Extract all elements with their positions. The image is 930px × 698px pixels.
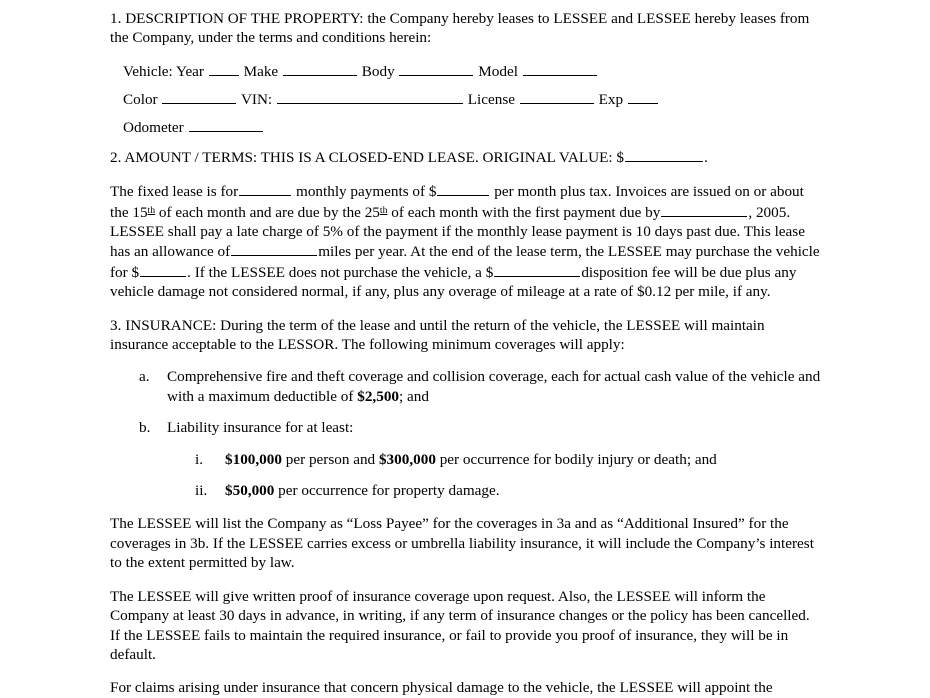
list-item-i [167, 450, 822, 469]
label-model: Model [478, 62, 518, 80]
insurance-paragraph-loss-payee: The LESSEE will list the Company as “Loss Payee” for the coverages in 3a and as “Additional Insured” for the coverages in 3b. If the LESSEE carries excess or umbrella liability insurance, it will include the Company’s interest to the extent permitted by law. [110, 515, 814, 572]
item-b-text-before: Liability insurance for at least: [167, 419, 354, 437]
s2-text-7: miles per year. At the end of the lease term, the LESSEE may purchase the vehicle for $ [110, 243, 820, 281]
insurance-coverage-list [110, 367, 820, 500]
vehicle-field-row-2 [123, 89, 820, 109]
list-marker-b: b. [139, 419, 151, 437]
alpha-list [110, 367, 820, 500]
s2-text-9: disposition fee will be due plus any vehicle damage not considered normal, if any, plus any overage of mileage at a rate of $0.12 per mile, if any. [110, 263, 797, 301]
label-vin: VIN: [240, 90, 273, 108]
ordinal-15th: th [147, 204, 156, 216]
item-a-text-after: ; and [399, 387, 429, 405]
input-vehicle-vin[interactable] [277, 89, 463, 104]
s2-text-4: of each month and are due by the 25 [155, 203, 380, 221]
label-license: License [467, 90, 515, 108]
input-vehicle-odometer[interactable] [189, 117, 263, 132]
input-monthly-payment[interactable] [437, 181, 489, 196]
label-exp: Exp [598, 90, 624, 108]
input-vehicle-make[interactable] [283, 61, 357, 76]
list-item-ii [167, 481, 822, 500]
item-a-text-before: Comprehensive fire and theft coverage and collision coverage, each for actual cash value of the vehicle and with a maximum deductible of [167, 368, 821, 405]
input-original-value[interactable] [625, 147, 703, 162]
input-vehicle-body[interactable] [399, 61, 473, 76]
input-vehicle-model[interactable] [523, 61, 597, 76]
vehicle-fields-block [110, 61, 820, 137]
s2-text-2: monthly payments of $ [296, 183, 437, 201]
list-marker-ii: ii. [195, 482, 208, 500]
section-2-heading-period: . [704, 148, 708, 166]
s2-text-3: per month plus tax. Invoices are issued on or about the 15 [110, 183, 804, 221]
item-i-amount-2: $300,000 [378, 450, 436, 468]
label-vehicle-year: Vehicle: Year [123, 62, 204, 80]
section-2-body [110, 181, 822, 301]
input-vehicle-exp[interactable] [628, 89, 658, 104]
input-disposition-fee[interactable] [494, 262, 580, 277]
ordinal-25th: th [379, 204, 388, 216]
input-number-of-payments[interactable] [239, 181, 291, 196]
section-2-heading [110, 147, 822, 167]
section-2-heading-text: 2. AMOUNT / TERMS: THIS IS A CLOSED-END LEASE. ORIGINAL VALUE: $ [110, 148, 625, 166]
input-first-payment-due-date[interactable] [661, 202, 747, 217]
list-marker-a: a. [139, 368, 150, 386]
s2-text-5: of each month with the first payment due by [387, 203, 661, 221]
list-item-b [110, 418, 822, 500]
roman-list [167, 450, 822, 501]
input-vehicle-year[interactable] [209, 61, 239, 76]
vehicle-field-row-1 [123, 61, 820, 81]
s2-text-8: . If the LESSEE does not purchase the vehicle, a $ [187, 263, 494, 281]
label-odometer: Odometer [123, 118, 184, 136]
input-purchase-price[interactable] [140, 262, 186, 277]
vehicle-field-row-3 [123, 117, 820, 137]
s2-text-6: , 2005. LESSEE shall pay a late charge of 5% of the payment if the monthly lease payment is 10 days past due. This lease has an allowance of [110, 203, 805, 261]
s2-text-1: The fixed lease is for [110, 183, 239, 201]
input-mileage-allowance[interactable] [231, 241, 317, 256]
item-i-mid: per person and [281, 450, 379, 468]
list-item-a [110, 367, 822, 406]
item-a-amount: $2,500 [357, 387, 399, 405]
item-i-tail: per occurrence for bodily injury or death; and [435, 450, 717, 468]
insurance-paragraph-claims: For claims arising under insurance that concern physical damage to the vehicle, the LESSEE will appoint the [110, 679, 773, 697]
section-1-description-lead: 1. DESCRIPTION OF THE PROPERTY: the Company hereby leases to LESSEE and LESSEE hereby leases from the Company, under the terms and conditions herein: [110, 10, 810, 47]
label-make: Make [243, 62, 279, 80]
item-ii-tail: per occurrence for property damage. [274, 482, 500, 500]
item-i-amount-1: $100,000 [225, 450, 282, 468]
section-3-insurance-lead: 3. INSURANCE: During the term of the lease and until the return of the vehicle, the LESSEE will maintain insurance acceptable to the LESSOR. The following minimum coverages will apply: [110, 316, 765, 354]
label-body: Body [361, 62, 395, 80]
input-vehicle-color[interactable] [162, 89, 236, 104]
insurance-paragraph-written-proof: The LESSEE will give written proof of insurance coverage upon request. Also, the LESSEE will inform the Company at least 30 days in advance, in writing, if any term of insurance changes or the policy has been cancelled. If the LESSEE fails to maintain the required insurance, or fail to provide you proof of insurance, they will be in default. [110, 587, 810, 663]
item-ii-amount-1: $50,000 [225, 482, 275, 500]
input-vehicle-license[interactable] [520, 89, 594, 104]
label-color: Color [123, 90, 158, 108]
list-marker-i: i. [195, 450, 204, 468]
